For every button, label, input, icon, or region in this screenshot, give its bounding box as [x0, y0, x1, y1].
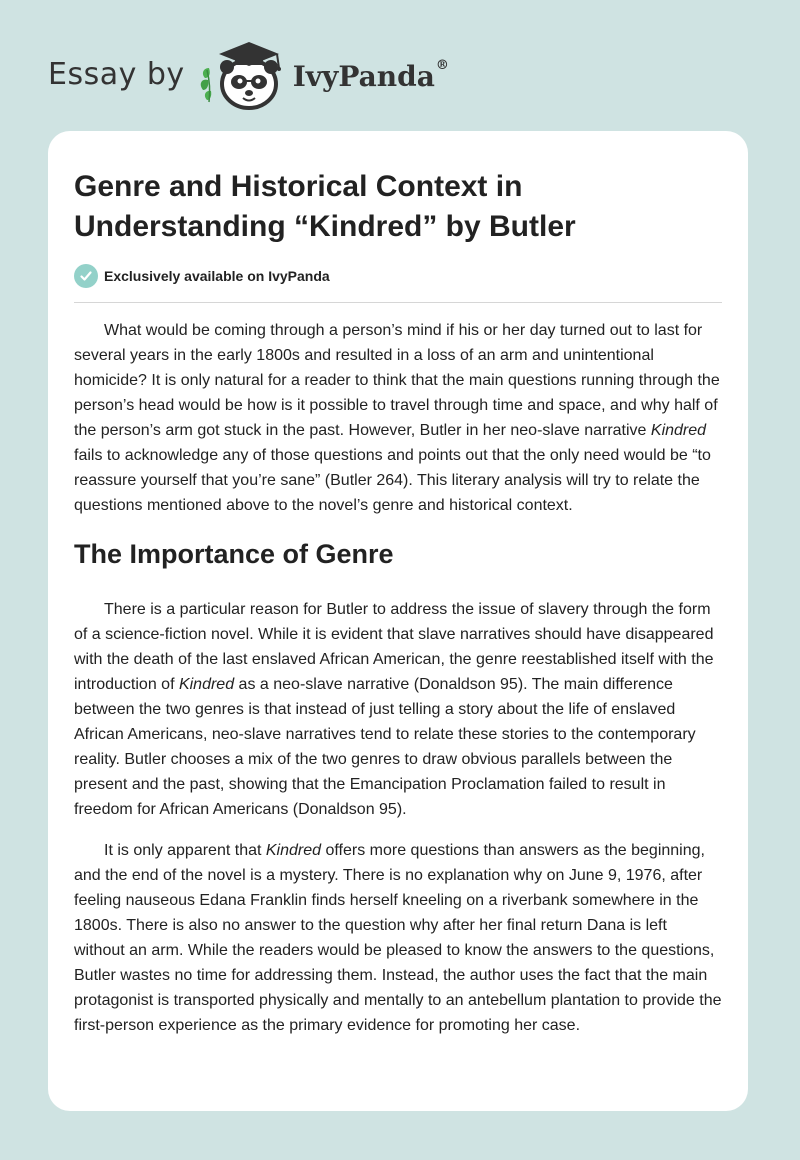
paragraph-text: as a neo-slave narrative (Donaldson 95). The main difference between the two genres is that instead of just telling a story about the life of enslaved African Americans, neo-slave narratives tend to relate these stories to the contemporary reality. Butler chooses a mix of the two genres to draw obvious parallels between the present and the past, showing that the Emancipation Proclamation failed to result in freedom for African Americans (Donaldson 95).	[74, 676, 696, 818]
essay-card	[48, 131, 748, 1111]
divider	[74, 302, 722, 303]
badge-label: Exclusively available on IvyPanda	[104, 268, 330, 284]
paragraph-intro	[74, 318, 722, 518]
book-title-italic: Kindred	[650, 422, 707, 439]
paragraph-text: offers more questions than answers as the beginning, and the end of the novel is a mystery. There is no explanation why on June 9, 1976, after feeling nauseous Edana Franklin finds herself kneeling on a riverbank somewhere in the 1800s. There is also no answer to the question why after her final return Dana is left without an arm. While the readers would be pleased to know the answers to the questions, Butler wastes no time for addressing them. Instead, the author uses the fact that the main protagonist is transported physically and mentally to an antebellum plantation to provide the first-person experience as the primary evidence for promoting her case.	[74, 842, 722, 1034]
essay-by-label: Essay by	[48, 56, 185, 92]
site-header	[48, 34, 449, 114]
book-title-italic: Kindred	[178, 676, 235, 693]
checkmark-glyph	[79, 269, 93, 283]
paragraph-text: fails to acknowledge any of those questions and points out that the only need would be “to reassure yourself that you’re sane” (Butler 264). This literary analysis will try to relate the questions mentioned above to the novel’s genre and historical context.	[74, 447, 711, 514]
panda-graduate-icon[interactable]	[199, 34, 289, 114]
registered-mark: ®	[435, 58, 449, 74]
brand-label: IvyPanda	[292, 59, 435, 93]
section-heading: The Importance of Genre	[74, 539, 394, 569]
paragraph-text: There is a particular reason for Butler to address the issue of slavery through the form of a science-fiction novel. While it is evident that slave narratives should have disappeared with the death of the last enslaved African American, the genre reestablished itself with the introduction of	[74, 601, 714, 693]
brand-name[interactable]	[293, 60, 449, 93]
paragraph-genre	[74, 597, 722, 822]
page-title: Genre and Historical Context in Understanding “Kindred” by Butler	[74, 170, 576, 243]
check-icon	[74, 264, 98, 288]
exclusive-badge	[74, 264, 330, 288]
paragraph-text: What would be coming through a person’s mind if his or her day turned out to last for several years in the early 1800s and resulted in a loss of an arm and unintentional homicide? It is only natural for a reader to think that the main questions running through the person’s head would be how is it possible to travel through time and space, and why half of the person’s arm got stuck in the past. However, Butler in her neo-slave narrative	[74, 322, 720, 439]
book-title-italic: Kindred	[265, 842, 322, 859]
paragraph-mystery	[74, 838, 722, 1038]
paragraph-text: It is only apparent that	[104, 842, 266, 859]
